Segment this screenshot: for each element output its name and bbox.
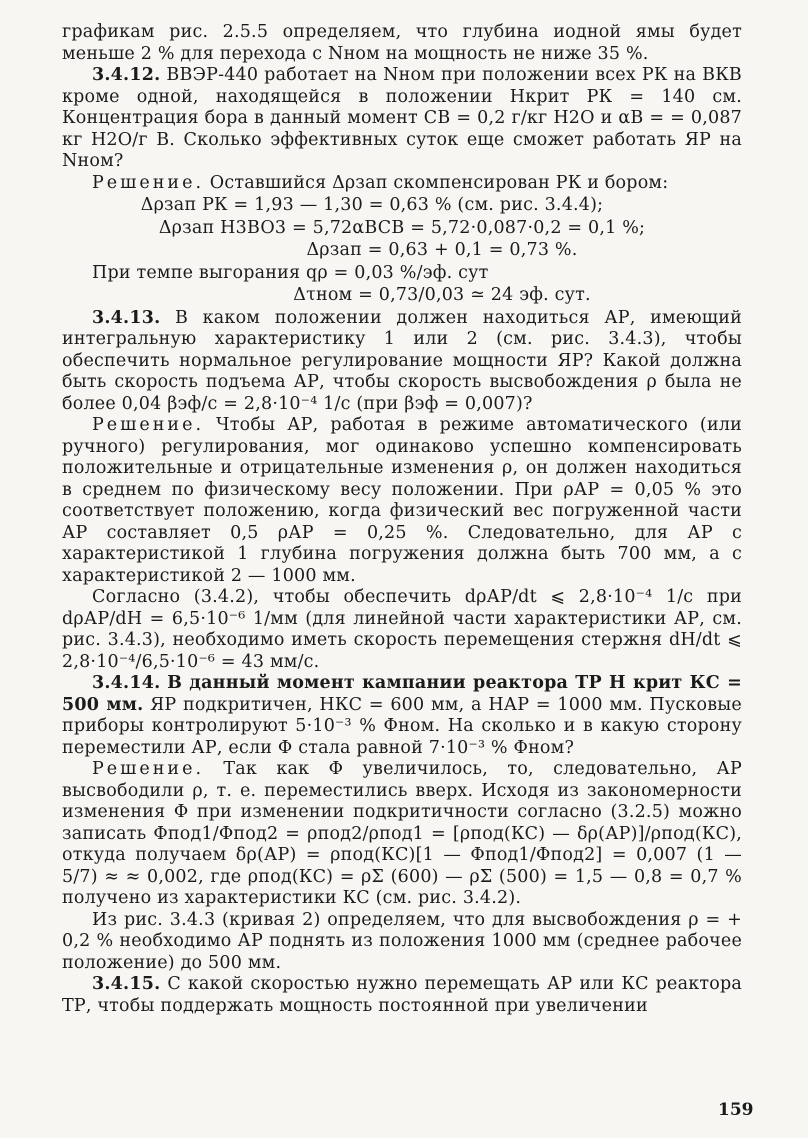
problem-number: 3.4.14. [92, 673, 161, 693]
equation-4: Δτном = 0,73/0,03 ≃ 24 эф. сут. [293, 285, 591, 305]
problem-number: 3.4.15. [92, 974, 161, 994]
paragraph: графикам рис. 2.5.5 определяем, что глубина иодной ямы будет меньше 2 % для перехода с Nном на мощность не ниже 35 %. [62, 22, 742, 64]
problem-number: 3.4.12. [92, 65, 161, 85]
solution-label: Решение. [92, 172, 205, 193]
problem-3-4-12 [62, 65, 742, 173]
solution-text: Оставшийся Δρзап скомпенсирован РК и бором: [209, 172, 669, 193]
solution-text: Так как Φ увеличилось, то, следовательно, АР высвободили ρ, т. е. переместились вверх. Исходя из закономерности изменения Φ при изменении подкритичности согласно (3.2.5) можно записать Φпод1/Φпод2 = ρпод2/ρпод1 = [ρпод(КС) — δρ(АР)]/ρпод(КС), откуда получаем δρ(АР) = ρпод(КС)[1 — Φпод1/Φпод2] = 0,007 (1 — 5/7) ≈ ≈ 0,002, где ρпод(КС) = ρΣ (600) — ρΣ (500) = 1,5 — 0,8 = 0,7 % получено из характеристики КС (см. рис. 3.4.2). [62, 759, 742, 908]
problem-text: С какой скоростью нужно перемещать АР или КС реактора ТР, чтобы поддержать мощность постоянной при увеличении [62, 974, 742, 1016]
solution-paragraph [62, 173, 742, 195]
problem-text: ЯР подкритичен, HКС = 600 мм, а HАР = 1000 мм. Пусковые приборы контролируют 5·10⁻³ % Φном. На сколько и в какую сторону переместили АР, если Φ стала равной 7·10⁻³ % Φном? [62, 694, 742, 758]
problem-3-4-15 [62, 974, 742, 1017]
problem-text: В каком положении должен находиться АР, имеющий интегральную характеристику 1 или 2 (см. рис. 3.4.3), чтобы обеспечить нормальное регулирование мощности ЯР? Какой должна быть скорость подъема АР, чтобы скорость высвобождения ρ была не более 0,04 βэф/с = 2,8·10⁻⁴ 1/с (при βэф = 0,007)? [62, 307, 742, 414]
problem-text: ВВЭР-440 работает на Nном при положении всех РК на ВКВ кроме одной, находящейся в положении Hкрит РК = 140 см. Концентрация бора в данный момент CB = 0,2 г/кг H2O и αB = = 0,087 кг H2O/г B. Сколько эффективных суток еще сможет работать ЯР на Nном? [62, 65, 742, 171]
solution-paragraph [62, 759, 742, 910]
problem-number: 3.4.13. [92, 307, 161, 328]
problem-3-4-14 [62, 673, 742, 759]
equation-3: Δρзап = 0,63 + 0,1 = 0,73 %. [306, 240, 578, 260]
equation-1: Δρзап РК = 1,93 — 1,30 = 0,63 % (см. рис. 3.4.4); [140, 195, 604, 215]
solution-label: Решение. [92, 415, 205, 435]
equation-2: Δρзап H3BO3 = 5,72αBCB = 5,72·0,087·0,2 = 0,1 %; [158, 217, 646, 238]
problem-3-4-13 [62, 308, 742, 416]
solution-paragraph [62, 415, 742, 587]
solution-label: Решение. [92, 759, 205, 779]
solution-text: Чтобы АР, работая в режиме автоматического (или ручного) регулирования, мог одинаково успешно компенсировать положительные и отрицательные изменения ρ, он должен находиться в среднем по физическому весу положении. При ρАР = 0,05 % это соответствует положению, когда физический вес погруженной части АР составляет 0,5 ρАР = 0,25 %. Следовательно, для АР с характеристикой 1 глубина погружения должна быть 700 мм, а с характеристикой 2 — 1000 мм. [62, 415, 743, 586]
problem-lead: В данный момент кампании реактора ТР H крит КС = 500 мм. [62, 673, 743, 715]
paragraph: Согласно (3.4.2), чтобы обеспечить dρАР/dt ⩽ 2,8·10⁻⁴ 1/с при dρАР/dH = 6,5·10⁻⁶ 1/мм (для линейной части характеристики АР, см. рис. 3.4.3), необходимо иметь скорость перемещения стержня dH/dt ⩽ 2,8·10⁻⁴/6,5·10⁻⁶ = 43 мм/с. [62, 587, 742, 672]
paragraph: При темпе выгорания qρ = 0,03 %/эф. сут [92, 262, 489, 283]
page-text [62, 22, 742, 1017]
page-number: 159 [718, 1100, 754, 1120]
paragraph: Из рис. 3.4.3 (кривая 2) определяем, что для высвобождения ρ = + 0,2 % необходимо АР поднять из положения 1000 мм (среднее рабочее положение) до 500 мм. [62, 909, 742, 973]
